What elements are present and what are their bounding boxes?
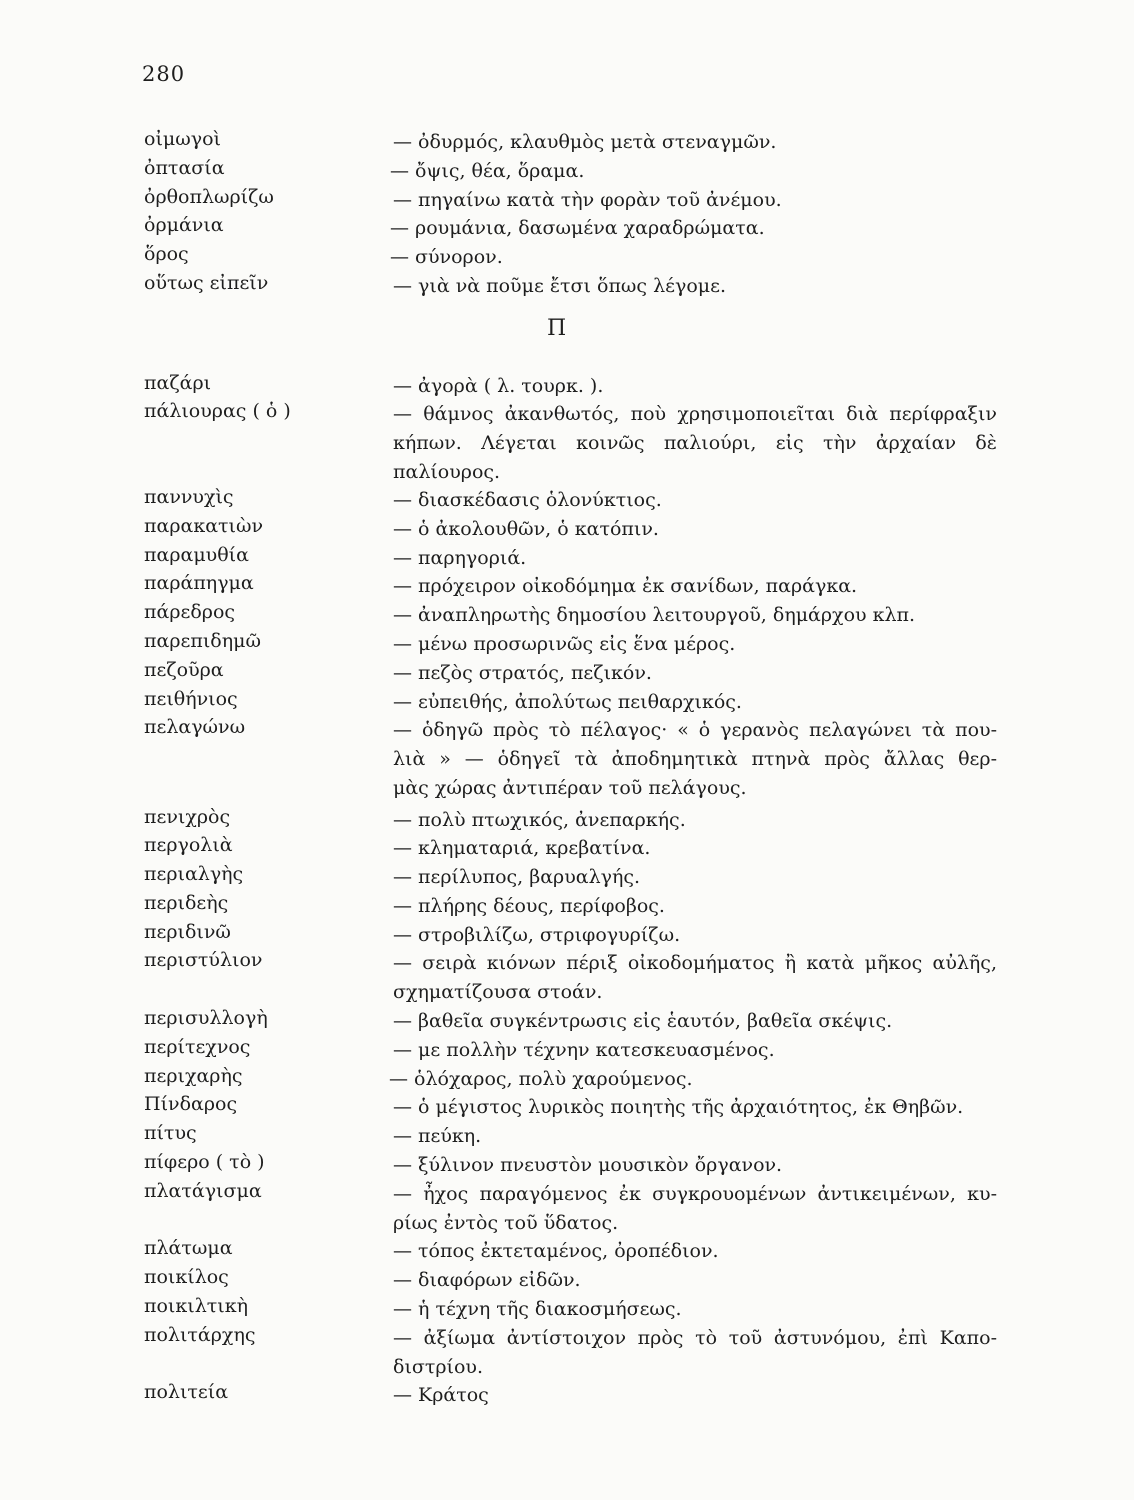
- entry-definition: [393, 544, 997, 573]
- definition-line: — θάμνος ἀκανθωτός, ποὺ χρησιμοποιεῖται διὰ περίφραξιν: [393, 403, 997, 425]
- definition-line: διστρίου.: [393, 1356, 484, 1378]
- entry-term: πάλιουρας ( ὁ ): [144, 400, 291, 422]
- definition-line: — πεζὸς στρατός, πεζικόν.: [393, 662, 652, 684]
- definition-line: — ἀναπληρωτὴς δημοσίου λειτουργοῦ, δημάρχου κλπ.: [393, 604, 916, 626]
- entry-definition: [393, 128, 997, 157]
- entry-definition: [393, 949, 997, 1007]
- entry-definition: [393, 1093, 997, 1122]
- page-number: 280: [142, 62, 186, 86]
- definition-line: — με πολλὴν τέχνην κατεσκευασμένος.: [393, 1039, 775, 1061]
- entry-term: οἰμωγοὶ: [144, 128, 221, 150]
- entry-definition: [393, 372, 997, 401]
- definition-line: — διασκέδασις ὁλονύκτιος.: [393, 489, 662, 511]
- entry-term: παρεπιδημῶ: [144, 630, 261, 652]
- definition-line: — μένω προσωρινῶς εἰς ἕνα μέρος.: [393, 633, 736, 655]
- definition-line: — ὁ μέγιστος λυρικὸς ποιητὴς τῆς ἀρχαιότητος, ἐκ Θηβῶν.: [393, 1096, 964, 1118]
- entry-definition: [390, 157, 994, 186]
- entry-definition: [389, 1065, 993, 1094]
- entry-term: πολιτάρχης: [144, 1324, 256, 1346]
- entry-term: παννυχὶς: [144, 486, 234, 508]
- entry-term: περγολιὰ: [144, 834, 233, 856]
- definition-line: — πεύκη.: [393, 1125, 482, 1147]
- entry-definition: [393, 1266, 997, 1295]
- definition-line: — περίλυπος, βαρυαλγής.: [393, 866, 641, 888]
- definition-line: — ξύλινον πνευστὸν μουσικὸν ὄργανον.: [393, 1154, 783, 1176]
- entry-term: ὅρος: [144, 243, 189, 265]
- entry-definition: [393, 486, 997, 515]
- definition-line: — ἦχος παραγόμενος ἐκ συγκρουομένων ἀντικειμένων, κυ-: [393, 1183, 997, 1205]
- entry-term: παραμυθία: [144, 544, 249, 566]
- entry-definition: [393, 1237, 997, 1266]
- definition-line: — ἀξίωμα ἀντίστοιχον πρὸς τὸ τοῦ ἀστυνόμου, ἐπὶ Καπο-: [393, 1327, 997, 1349]
- entry-term: πάρεδρος: [144, 601, 236, 623]
- entry-term: περιχαρὴς: [144, 1065, 243, 1087]
- entry-term: ποικιλτικὴ: [144, 1295, 248, 1317]
- entry-term: περισυλλογὴ: [144, 1007, 268, 1029]
- entry-term: περιστύλιον: [144, 949, 263, 971]
- definition-line: — στροβιλίζω, στριφογυρίζω.: [393, 924, 681, 946]
- definition-line: μὰς χώρας ἀντιπέραν τοῦ πελάγους.: [393, 777, 747, 799]
- entry-definition: [393, 1295, 997, 1324]
- definition-line: — ὁ ἀκολουθῶν, ὁ κατόπιν.: [393, 518, 659, 540]
- entry-term: ποικίλος: [144, 1266, 229, 1288]
- section-letter: Π: [547, 316, 567, 341]
- entry-definition: [390, 214, 994, 243]
- entry-term: περιαλγὴς: [144, 863, 244, 885]
- entry-definition: [393, 1381, 997, 1410]
- entry-term: πίτυς: [144, 1122, 197, 1144]
- entry-definition: [393, 806, 997, 835]
- entry-term: παράπηγμα: [144, 572, 254, 594]
- entry-definition: [393, 892, 997, 921]
- entry-definition: [393, 834, 997, 863]
- definition-line: — πηγαίνω κατὰ τὴν φορὰν τοῦ ἀνέμου.: [393, 189, 782, 211]
- entry-term: πελαγώνω: [144, 716, 246, 738]
- definition-line: — ὁλόχαρος, πολὺ χαρούμενος.: [389, 1068, 693, 1090]
- entry-term: ὀρμάνια: [144, 214, 224, 236]
- definition-line: — διαφόρων εἰδῶν.: [393, 1269, 581, 1291]
- entry-term: πλατάγισμα: [144, 1180, 262, 1202]
- entry-term: πλάτωμα: [144, 1237, 233, 1259]
- entry-definition: [393, 688, 997, 717]
- definition-line: — πλήρης δέους, περίφοβος.: [393, 895, 665, 917]
- entry-term: οὕτως εἰπεῖν: [144, 272, 269, 294]
- entry-term: πολιτεία: [144, 1381, 229, 1403]
- definition-line: — βαθεῖα συγκέντρωσις εἰς ἑαυτόν, βαθεῖα σκέψις.: [393, 1010, 893, 1032]
- definition-line: — σύνορον.: [390, 246, 503, 268]
- definition-line: — πρόχειρον οἰκοδόμημα ἐκ σανίδων, παράγκα.: [393, 575, 858, 597]
- entry-definition: [393, 863, 997, 892]
- entry-definition: [393, 515, 997, 544]
- definition-line: — εὐπειθής, ἀπολύτως πειθαρχικός.: [393, 691, 742, 713]
- entry-definition: [393, 1180, 997, 1238]
- definition-line: — σειρὰ κιόνων πέριξ οἰκοδομήματος ἢ κατὰ μῆκος αὐλῆς,: [393, 952, 997, 974]
- definition-line: σχηματίζουσα στοάν.: [393, 981, 603, 1003]
- definition-line: — πολὺ πτωχικός, ἀνεπαρκής.: [393, 809, 686, 831]
- entry-definition: [393, 1007, 997, 1036]
- definition-line: — ἡ τέχνη τῆς διακοσμήσεως.: [393, 1298, 682, 1320]
- definition-line: — ὄψις, θέα, ὅραμα.: [390, 160, 585, 182]
- entry-term: ὀρθοπλωρίζω: [144, 186, 274, 208]
- entry-definition: [393, 601, 997, 630]
- definition-line: λιὰ » — ὁδηγεῖ τὰ ἀποδημητικὰ πτηνὰ πρὸς ἄλλας θερ-: [393, 748, 997, 770]
- entry-term: περιδεὴς: [144, 892, 229, 914]
- entry-definition: [393, 716, 997, 803]
- definition-line: — ρουμάνια, δασωμένα χαραδρώματα.: [390, 217, 765, 239]
- entry-definition: [393, 659, 997, 688]
- entry-definition: [393, 1122, 997, 1151]
- entry-term: Πίνδαρος: [144, 1093, 238, 1115]
- entry-definition: [393, 572, 997, 601]
- definition-line: ρίως ἐντὸς τοῦ ὕδατος.: [393, 1212, 619, 1234]
- entry-term: πειθήνιος: [144, 688, 238, 710]
- entry-term: πενιχρὸς: [144, 806, 231, 828]
- definition-line: — γιὰ νὰ ποῦμε ἔτσι ὅπως λέγομε.: [393, 275, 727, 297]
- entry-definition: [393, 1036, 997, 1065]
- entry-definition: [393, 186, 997, 215]
- entry-definition: [393, 921, 997, 950]
- definition-line: — τόπος ἐκτεταμένος, ὀροπέδιον.: [393, 1240, 719, 1262]
- entry-definition: [393, 630, 997, 659]
- entry-term: ὀπτασία: [144, 157, 225, 179]
- entry-definition: [393, 1151, 997, 1180]
- entry-term: παζάρι: [144, 372, 212, 394]
- definition-line: — ὀδυρμός, κλαυθμὸς μετὰ στεναγμῶν.: [393, 131, 777, 153]
- definition-line: — ἀγορὰ ( λ. τουρκ. ).: [393, 375, 604, 397]
- entry-definition: [393, 272, 997, 301]
- definition-line: κήπων. Λέγεται κοινῶς παλιούρι, εἰς τὴν ἀρχαίαν δὲ: [393, 432, 997, 454]
- definition-line: — παρηγοριά.: [393, 547, 527, 569]
- entry-definition: [393, 1324, 997, 1382]
- entry-term: πίφερο ( τὸ ): [144, 1151, 265, 1173]
- definition-line: — Κράτος: [393, 1384, 489, 1406]
- entry-term: περιδινῶ: [144, 921, 231, 943]
- definition-line: — κληματαριά, κρεβατίνα.: [393, 837, 651, 859]
- entry-term: περίτεχνος: [144, 1036, 251, 1058]
- entry-term: πεζοῦρα: [144, 659, 224, 681]
- entry-term: παρακατιὼν: [144, 515, 264, 537]
- entry-definition: [390, 243, 994, 272]
- definition-line: — ὁδηγῶ πρὸς τὸ πέλαγος· « ὁ γερανὸς πελαγώνει τὰ που-: [393, 719, 997, 741]
- entry-definition: [393, 400, 997, 487]
- definition-line: παλίουρος.: [393, 461, 501, 483]
